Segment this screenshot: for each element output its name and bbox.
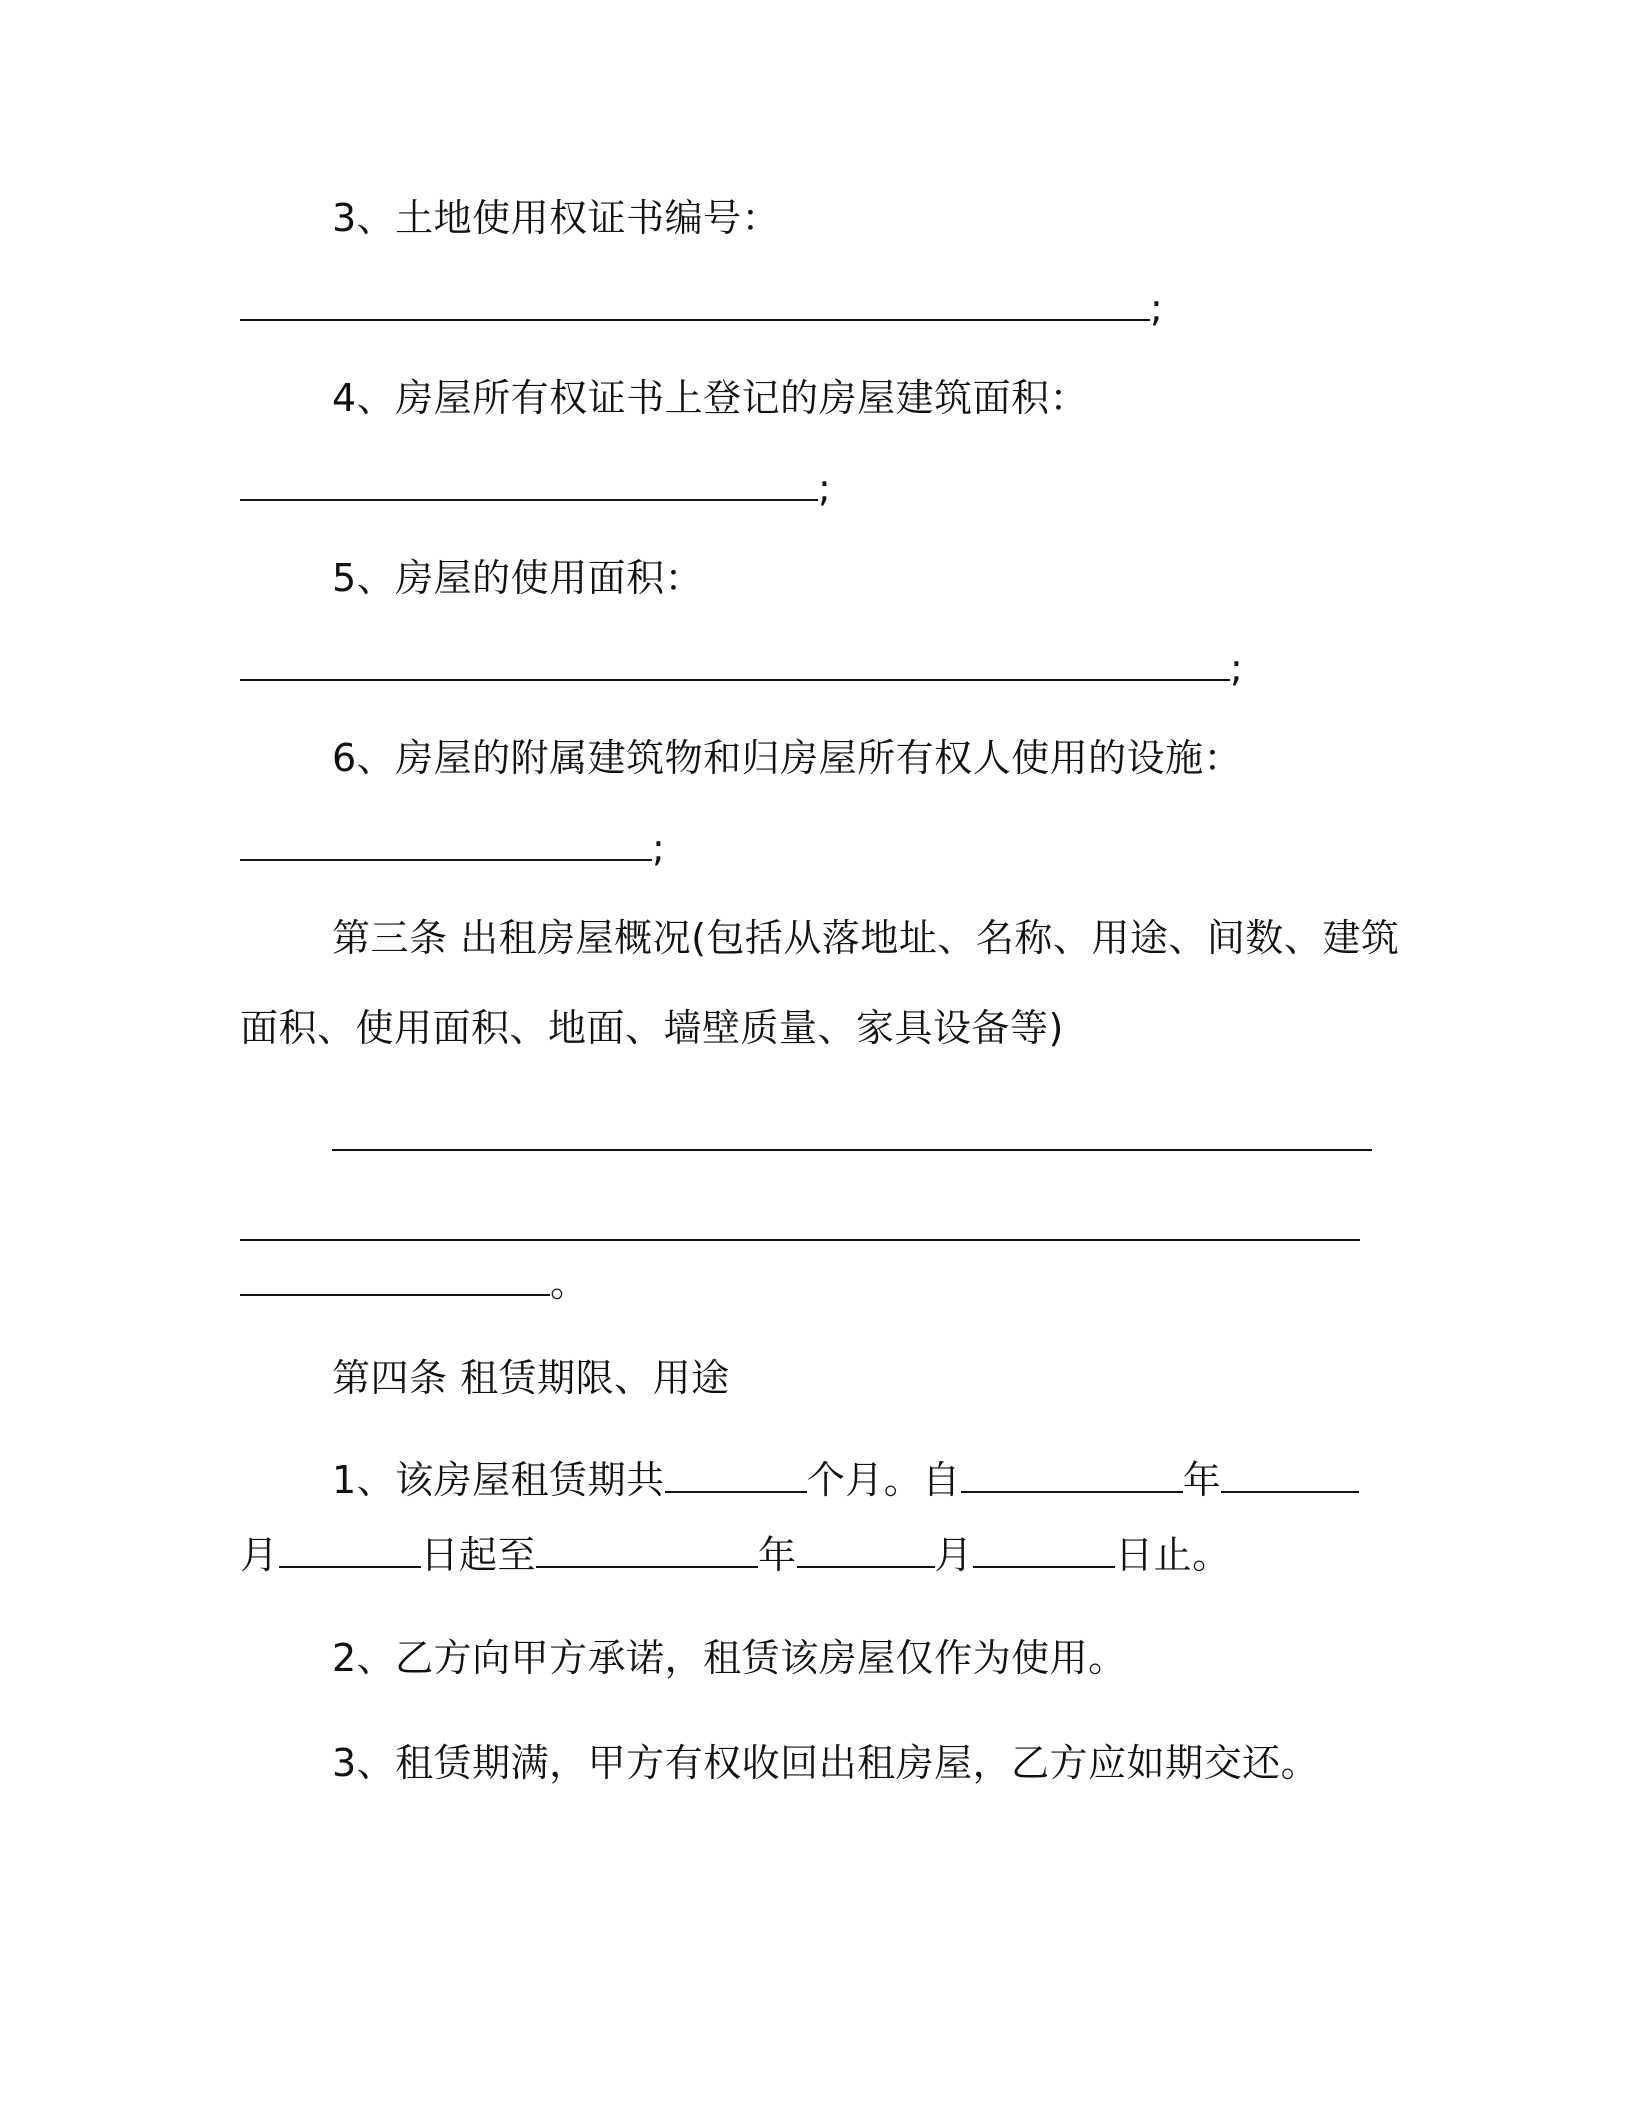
item6-end: ; [652,826,666,870]
article3-end: 。 [550,1261,589,1305]
blank-underline [1221,1457,1359,1493]
blank-underline [240,825,652,861]
article3-heading-line2: 面积、使用面积、地面、墙壁质量、家具设备等) [240,1006,1064,1050]
item3-label: 3、土地使用权证书编号： [332,196,781,240]
blank-underline [332,1115,1372,1151]
term-text: 月 [240,1533,279,1577]
blank-underline [240,285,1150,321]
blank-underline [240,465,818,501]
clause3: 3、租赁期满，甲方有权收回出租房屋，乙方应如期交还。 [332,1741,1320,1785]
blank-underline [536,1532,758,1568]
item4-label: 4、房屋所有权证书上登记的房屋建筑面积： [332,376,1089,420]
term-line2 [240,1530,1231,1580]
article3-blank-line1 [332,1113,1372,1163]
term-text: 日起至 [420,1533,537,1577]
item3-end: ; [1150,286,1164,330]
blank-underline [240,1205,1360,1241]
item5-blank-line [240,643,1243,693]
blank-underline [665,1457,807,1493]
item5-label: 5、房屋的使用面积： [332,556,704,600]
clause2: 2、乙方向甲方承诺，租赁该房屋仅作为使用。 [332,1636,1127,1680]
blank-underline [961,1457,1183,1493]
blank-underline [279,1532,421,1568]
item6-blank-line [240,823,665,873]
article4-heading: 第四条 租赁期限、用途 [332,1356,730,1400]
blank-underline [973,1532,1115,1568]
item3-blank-line [240,283,1163,333]
blank-underline [240,1260,550,1296]
blank-underline [797,1532,935,1568]
article3-blank-line2 [240,1203,1360,1253]
blank-underline [240,645,1230,681]
term-text: 月 [934,1533,974,1577]
item5-end: ; [1230,646,1244,690]
term-text: 个月。自 [806,1458,961,1502]
article3-blank-line3 [240,1258,589,1308]
term-text: 1、该房屋租赁期共 [332,1458,665,1502]
item4-blank-line [240,463,831,513]
term-line1 [332,1455,1359,1505]
item6-label: 6、房屋的附属建筑物和归房屋所有权人使用的设施： [332,736,1243,780]
term-text: 年 [1182,1458,1222,1502]
item4-end: ; [818,466,832,510]
term-text: 日止。 [1115,1533,1231,1577]
term-text: 年 [758,1533,797,1577]
article3-heading-line1: 第三条 出租房屋概况(包括从落地址、名称、用途、间数、建筑 [332,916,1400,960]
